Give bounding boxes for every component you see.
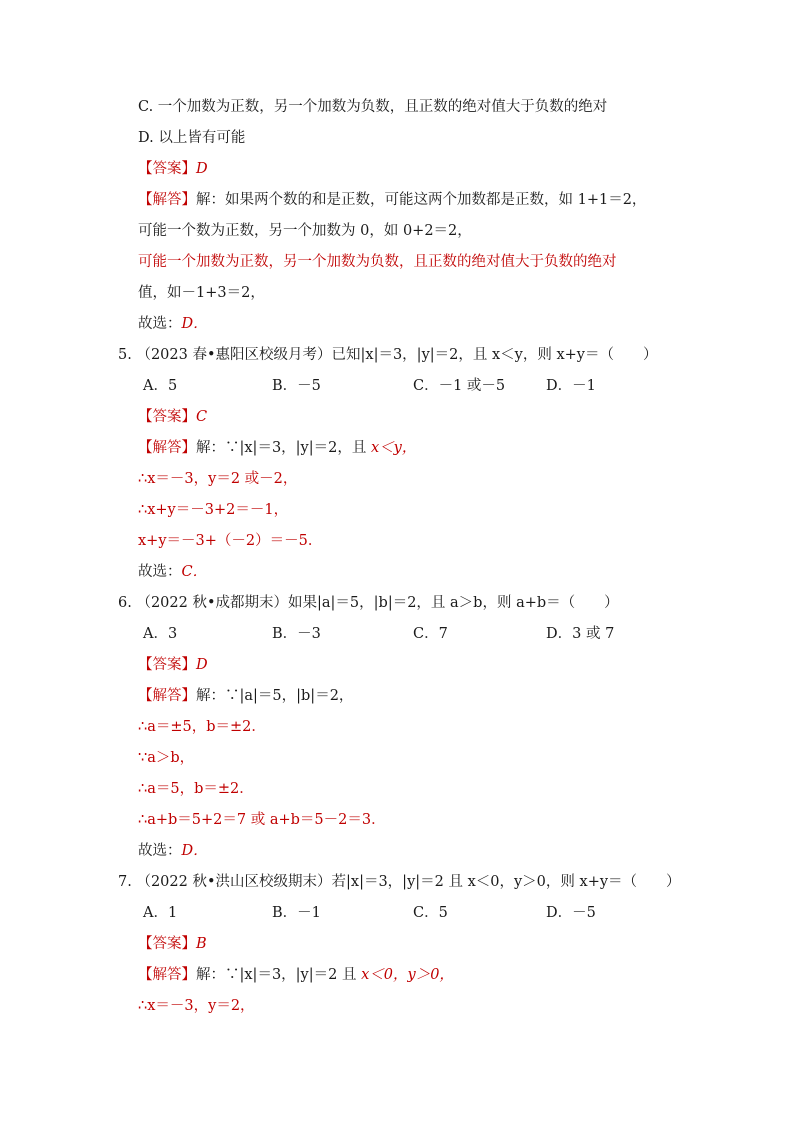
solution-text: 解：∵|a|＝5，|b|＝2， bbox=[196, 688, 354, 704]
solution-label: 【解答】 bbox=[138, 440, 196, 456]
q7-solution-line-2: ∴x＝－3，y＝2， bbox=[138, 998, 255, 1014]
q6-option-a: A．3 bbox=[143, 626, 178, 642]
solution-text: 解：如果两个数的和是正数，可能这两个加数都是正数，如 1+1＝2， bbox=[196, 192, 647, 208]
q7-solution-line-1 bbox=[138, 965, 454, 985]
q4-solution-line-3: 可能一个加数为正数，另一个加数为负数，且正数的绝对值大于负数的绝对 bbox=[138, 254, 617, 270]
q5-option-c: C．－1 或－5 bbox=[413, 378, 506, 394]
q5-option-b: B．－5 bbox=[272, 378, 321, 394]
q7-option-d: D．－5 bbox=[546, 905, 596, 921]
q5-solution-line-1 bbox=[138, 438, 416, 458]
q5-answer bbox=[138, 407, 207, 427]
q7-option-b: B．－1 bbox=[272, 905, 321, 921]
q6-solution-line-5: ∴a+b＝5+2＝7 或 a+b＝5－2＝3． bbox=[138, 812, 386, 828]
choose-label: 故选： bbox=[138, 564, 182, 580]
answer-value: B bbox=[196, 936, 207, 952]
choose-value: D． bbox=[181, 843, 208, 859]
q6-answer bbox=[138, 655, 208, 675]
solution-label: 【解答】 bbox=[138, 192, 196, 208]
answer-label: 【答案】 bbox=[138, 936, 196, 952]
q4-solution-line-2: 可能一个数为正数，另一个加数为 0，如 0+2＝2， bbox=[138, 223, 472, 239]
q7-answer bbox=[138, 934, 207, 954]
answer-value: C bbox=[196, 409, 208, 425]
q4-solution-line-5 bbox=[138, 314, 208, 334]
solution-text: 解：∵|x|＝3，|y|＝2，且 bbox=[196, 440, 371, 456]
q4-solution-line-1 bbox=[138, 190, 646, 210]
q7-stem: 7. （2022 秋•洪山区校级期末）若|x|＝3，|y|＝2 且 x＜0，y＞0，则 x+y＝（ ） bbox=[118, 874, 681, 890]
choose-value: D． bbox=[181, 316, 208, 332]
choose-label: 故选： bbox=[138, 843, 182, 859]
q6-option-b: B．－3 bbox=[272, 626, 321, 642]
q4-solution-line-4: 值，如－1+3＝2， bbox=[138, 285, 265, 301]
q4-option-d: D. 以上皆有可能 bbox=[138, 130, 246, 146]
answer-label: 【答案】 bbox=[138, 409, 196, 425]
q6-solution-line-2: ∴a＝±5，b＝±2． bbox=[138, 719, 266, 735]
q6-solution-line-1 bbox=[138, 686, 353, 706]
q6-solution-line-4: ∴a＝5，b＝±2． bbox=[138, 781, 254, 797]
q7-option-a: A．1 bbox=[143, 905, 178, 921]
answer-label: 【答案】 bbox=[138, 161, 196, 177]
q6-option-d: D．3 或 7 bbox=[546, 626, 615, 642]
q5-solution-line-5 bbox=[138, 562, 207, 582]
q5-solution-line-2: ∴x＝－3，y＝2 或－2， bbox=[138, 471, 298, 487]
q7-option-c: C．5 bbox=[413, 905, 448, 921]
solution-label: 【解答】 bbox=[138, 688, 196, 704]
choose-value: C． bbox=[181, 564, 208, 580]
answer-label: 【答案】 bbox=[138, 657, 196, 673]
q6-solution-line-6 bbox=[138, 841, 208, 861]
q4-option-c: C. 一个加数为正数，另一个加数为负数，且正数的绝对值大于负数的绝对 bbox=[138, 99, 608, 115]
q5-solution-line-4: x+y＝－3+（－2）＝－5． bbox=[138, 533, 323, 549]
choose-label: 故选： bbox=[138, 316, 182, 332]
q5-solution-line-3: ∴x+y＝－3+2＝－1， bbox=[138, 502, 289, 518]
solution-label: 【解答】 bbox=[138, 967, 196, 983]
answer-value: D bbox=[196, 161, 208, 177]
q5-option-a: A．5 bbox=[143, 378, 178, 394]
solution-text-highlight: x＜y， bbox=[370, 440, 417, 456]
solution-text: 解：∵|x|＝3，|y|＝2 且 bbox=[196, 967, 362, 983]
q4-answer bbox=[138, 159, 208, 179]
q6-option-c: C．7 bbox=[413, 626, 448, 642]
q6-solution-line-3: ∵a＞b， bbox=[138, 750, 195, 766]
answer-value: D bbox=[196, 657, 208, 673]
q6-stem: 6. （2022 秋•成都期末）如果|a|＝5，|b|＝2，且 a＞b，则 a+b＝（ ） bbox=[118, 595, 619, 611]
q5-stem: 5. （2023 春•惠阳区校级月考）已知|x|＝3，|y|＝2，且 x＜y，则 x+y＝（ ） bbox=[118, 347, 658, 363]
solution-text-highlight: x＜0，y＞0， bbox=[361, 967, 454, 983]
q5-option-d: D．－1 bbox=[546, 378, 596, 394]
